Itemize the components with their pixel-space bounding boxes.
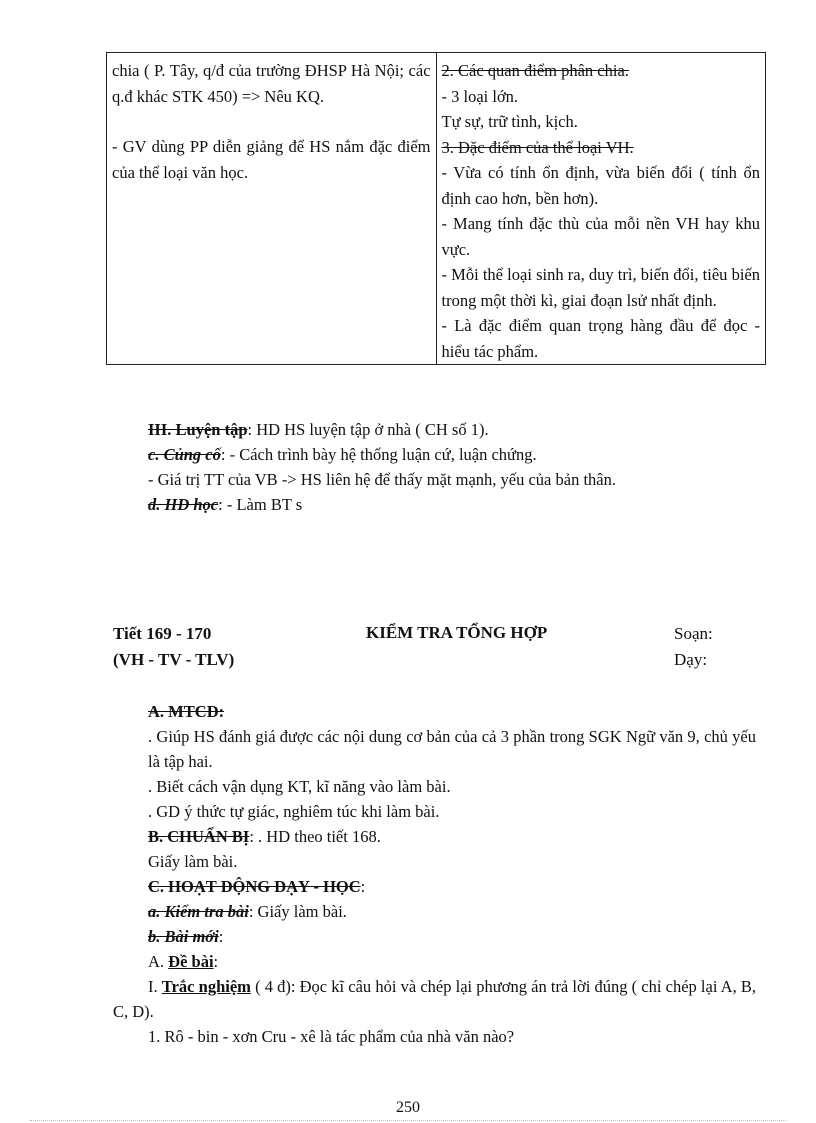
consolidation-label: c. Củng cố — [148, 445, 221, 464]
content-line: - Mỗi thể loại sinh ra, duy trì, biến đổi, tiêu biến trong một thời kì, giai đoạn lsử nhất định. — [441, 265, 760, 310]
preparation-text: : . HD theo tiết 168. — [249, 827, 381, 846]
table-left-gap — [112, 109, 431, 134]
exam-heading — [113, 949, 756, 974]
teaching-date-label: Dạy: — [674, 650, 708, 669]
content-line: - Vừa có tính ổn định, vừa biến đổi ( tính ổn định cao hơn, bền hơn). — [441, 163, 760, 208]
section-heading: 2. Các quan điểm phân chia. — [441, 61, 629, 80]
homework-line — [148, 492, 788, 517]
exam-prefix: A. — [148, 952, 169, 971]
preparation-item: Giấy làm bài. — [148, 852, 238, 871]
date-block — [674, 621, 713, 673]
objective-item: . Biết cách vận dụng KT, kĩ năng vào làm bài. — [148, 777, 451, 796]
preparation-line — [113, 824, 756, 849]
new-lesson-label: b. Bài mới — [148, 927, 219, 946]
exam-colon: : — [213, 952, 219, 971]
objective-item: . GD ý thức tự giác, nghiêm túc khi làm bài. — [148, 802, 440, 821]
table-left-text: - GV dùng PP diễn giảng để HS nắm đặc điểm của thể loại văn học. — [112, 137, 431, 182]
content-line: - Mang tính đặc thù của mỗi nền VH hay khu vực. — [441, 214, 760, 259]
objective-item: . Giúp HS đánh giá được các nội dung cơ bản của cả 3 phần trong SGK Ngữ văn 9, chủ yếu là tập hai. — [148, 727, 756, 771]
consolidation-text: : - Cách trình bày hệ thống luận cứ, luận chứng. — [220, 445, 537, 464]
exam-label: Đề bài — [168, 952, 214, 971]
practice-text: : HD HS luyện tập ở nhà ( CH số 1). — [247, 420, 489, 439]
homework-text: : - Làm BT s — [218, 495, 303, 514]
content-line: Tự sự, trữ tình, kịch. — [441, 112, 578, 131]
consolidation-line-2: - Giá trị TT của VB -> HS liên hệ để thấy mặt mạnh, yếu của bản thân. — [148, 470, 616, 489]
multiple-choice-line — [113, 974, 756, 1024]
preparation-label: B. CHUẨN BỊ — [148, 827, 250, 846]
lesson-table — [106, 52, 766, 365]
lesson-period: Tiết 169 - 170 — [113, 624, 212, 643]
check-text: : Giấy làm bài. — [248, 902, 347, 921]
mc-label: Trắc nghiệm — [161, 977, 251, 996]
content-cell — [436, 53, 765, 365]
objective-label: A. MTCĐ: — [148, 702, 225, 721]
mc-prefix: I. — [148, 977, 162, 996]
mc-text: ( 4 đ): Đọc kĩ câu hỏi và chép lại phương án trả lời đúng ( chỉ chép lại A, B, C, D). — [113, 977, 757, 1021]
objective-heading — [113, 699, 756, 724]
table-left-text: chia ( P. Tây, q/đ của trường ĐHSP Hà Nội; các q.đ khác STK 450) => Nêu KQ. — [112, 61, 431, 106]
lesson-subjects: (VH - TV - TLV) — [113, 650, 235, 669]
activities-label: C. HOẠT ĐỘNG DẠY - HỌC — [148, 877, 361, 896]
prepared-date-label: Soạn: — [674, 624, 713, 643]
new-lesson-colon: : — [218, 927, 224, 946]
table-row — [107, 53, 766, 365]
lesson-number — [113, 621, 234, 673]
homework-label: d. HD học — [148, 495, 219, 514]
activities-colon: : — [360, 877, 366, 896]
check-label: a. Kiểm tra bài — [148, 902, 249, 921]
page-number: 250 — [396, 1099, 420, 1116]
activities-heading — [113, 874, 756, 899]
new-lesson-line — [113, 924, 756, 949]
consolidation-line — [148, 442, 788, 467]
question-item: 1. Rô - bin - xơn Cru - xê là tác phẩm của nhà văn nào? — [148, 1027, 515, 1046]
lesson-body — [113, 699, 756, 1049]
section-heading: 3. Đặc điểm của thể loại VH. — [441, 137, 634, 157]
content-line: - Là đặc điểm quan trọng hàng đầu để đọc - hiểu tác phẩm. — [441, 316, 760, 361]
page-title: KIỂM TRA TỔNG HỢP — [366, 623, 548, 642]
check-line — [113, 899, 756, 924]
practice-line — [148, 417, 788, 442]
practice-section — [148, 417, 788, 517]
teacher-activity-cell — [107, 53, 437, 365]
content-line: - 3 loại lớn. — [441, 86, 519, 106]
practice-label: III. Luyện tập — [148, 420, 248, 439]
footer-divider — [30, 1120, 786, 1121]
